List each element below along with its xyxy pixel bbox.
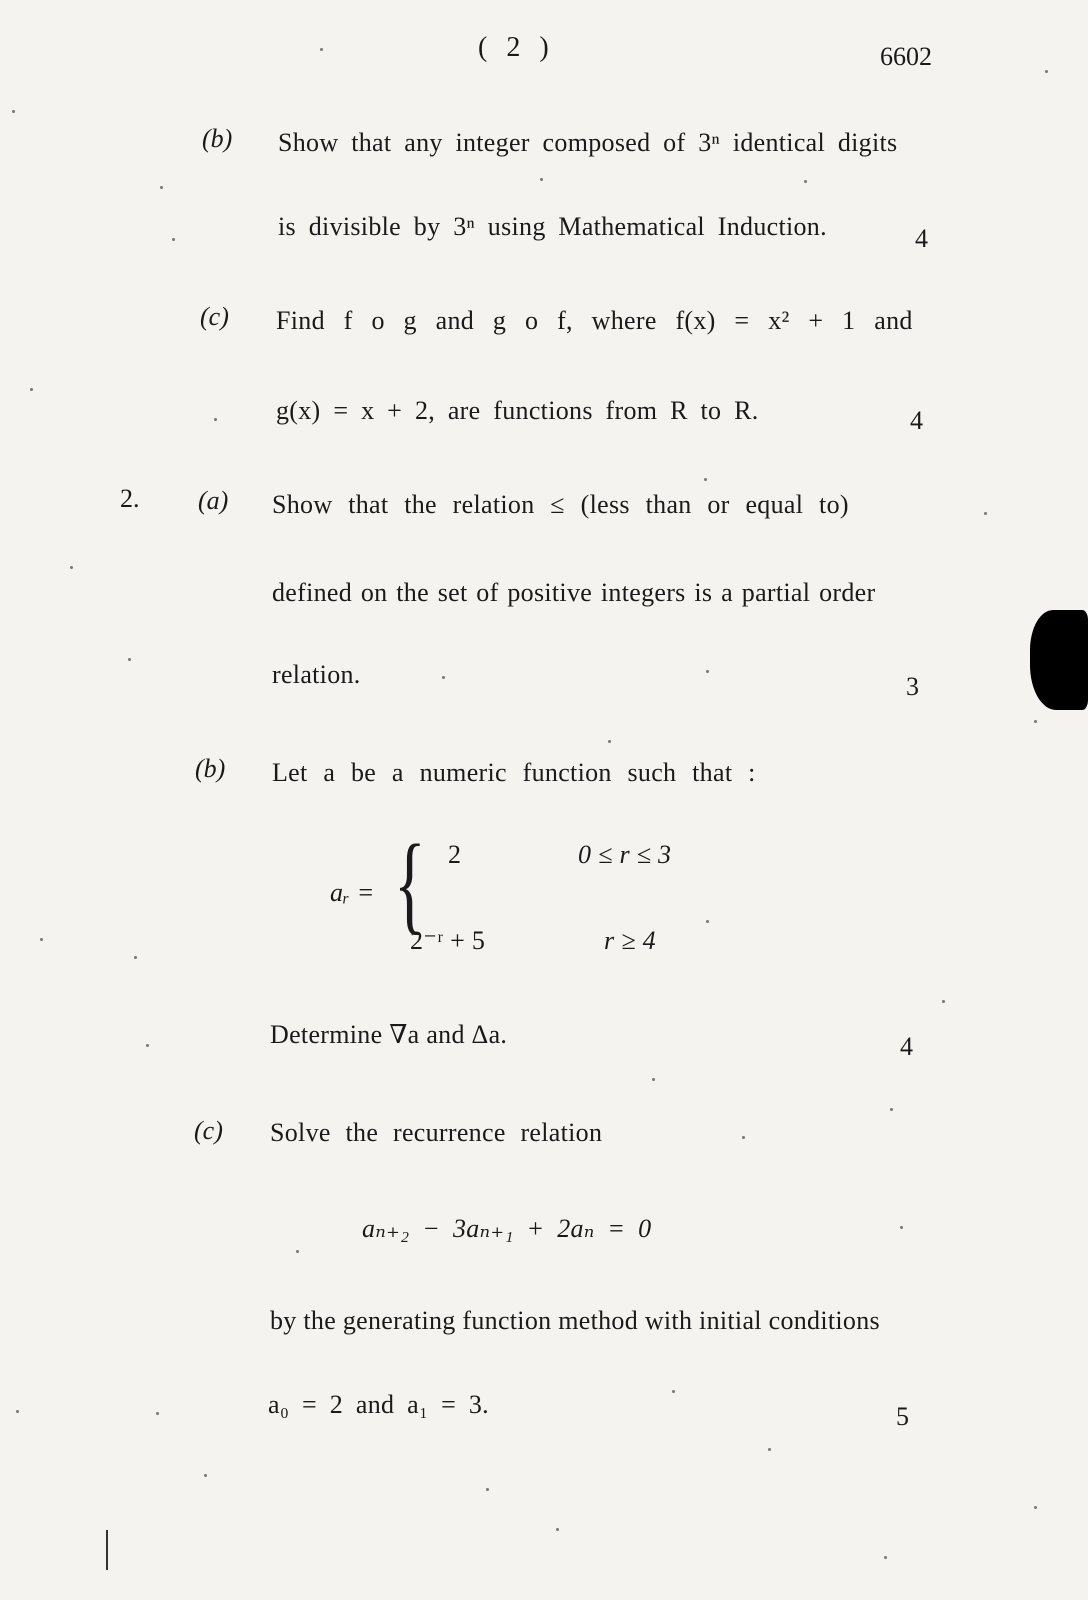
q1c-line2: g(x) = x + 2, are functions from R to R. — [276, 396, 759, 425]
scan-speck — [890, 1108, 893, 1111]
scan-speck — [804, 180, 807, 183]
q1b-line1: Show that any integer composed of 3ⁿ identical digits — [278, 128, 898, 157]
scan-speck — [214, 418, 217, 421]
scan-speck — [156, 1412, 159, 1415]
q2c-line2: by the generating function method with initial conditions — [270, 1306, 880, 1335]
scan-speck — [1034, 720, 1037, 723]
scan-speck — [900, 1226, 903, 1229]
page-number: ( 2 ) — [478, 32, 555, 63]
scan-speck — [942, 1000, 945, 1003]
piecewise-lhs: aᵣ = — [330, 878, 375, 907]
q2b-line1: Let a be a numeric function such that : — [272, 758, 756, 787]
scan-speck — [134, 956, 137, 959]
scan-speck — [540, 178, 543, 181]
q2a-line2: defined on the set of positive integers is a partial order — [272, 578, 876, 607]
scan-speck — [70, 566, 73, 569]
q2c-line3: a₀ = 2 and a₁ = 3. — [268, 1390, 489, 1419]
q2c-line1: Solve the recurrence relation — [270, 1118, 603, 1147]
scan-speck — [672, 1390, 675, 1393]
q1c-marks: 4 — [910, 406, 923, 435]
scan-speck — [608, 740, 611, 743]
q2b-line2: Determine ∇a and Δa. — [270, 1020, 508, 1049]
scan-speck — [704, 478, 707, 481]
scan-speck — [12, 110, 15, 113]
q2a-label: (a) — [198, 486, 229, 515]
q2b-marks: 4 — [900, 1032, 913, 1061]
scan-speck — [296, 1250, 299, 1253]
scan-ink-blot — [1030, 610, 1088, 710]
scan-pen-mark — [106, 1530, 108, 1570]
piecewise-case2-condition: r ≥ 4 — [604, 926, 656, 955]
q1c-line1: Find f o g and g o f, where f(x) = x² + 1 and — [276, 306, 913, 335]
q2a-line1: Show that the relation ≤ (less than or equal to) — [272, 490, 849, 519]
scan-speck — [884, 1556, 887, 1559]
scan-speck — [1045, 70, 1048, 73]
q1b-marks: 4 — [915, 224, 928, 253]
scan-speck — [172, 238, 175, 241]
scan-speck — [556, 1528, 559, 1531]
scan-speck — [768, 1448, 771, 1451]
q1b-label: (b) — [202, 124, 233, 153]
scan-speck — [706, 670, 709, 673]
q2c-marks: 5 — [896, 1402, 909, 1431]
piecewise-brace: { — [394, 822, 426, 944]
q2c-label: (c) — [194, 1116, 223, 1145]
paper-code: 6602 — [880, 42, 932, 71]
scan-speck — [442, 676, 445, 679]
q1c-label: (c) — [200, 302, 229, 331]
scan-speck — [128, 658, 131, 661]
q2b-label: (b) — [195, 754, 226, 783]
scan-speck — [160, 186, 163, 189]
scan-speck — [204, 1474, 207, 1477]
scan-speck — [984, 512, 987, 515]
scan-speck — [1034, 1506, 1037, 1509]
scan-speck — [742, 1136, 745, 1139]
scan-speck — [652, 1078, 655, 1081]
question-2-number: 2. — [120, 484, 140, 513]
scan-speck — [706, 920, 709, 923]
piecewise-case1-condition: 0 ≤ r ≤ 3 — [578, 840, 672, 869]
scan-speck — [30, 388, 33, 391]
q2a-marks: 3 — [906, 672, 919, 701]
scan-speck — [486, 1488, 489, 1491]
scan-speck — [40, 938, 43, 941]
q2a-line3: relation. — [272, 660, 361, 689]
piecewise-case2-value: 2⁻ʳ + 5 — [410, 926, 486, 955]
scan-speck — [320, 48, 323, 51]
recurrence-equation: aₙ₊₂ − 3aₙ₊₁ + 2aₙ = 0 — [362, 1214, 652, 1243]
piecewise-case1-value: 2 — [448, 840, 462, 869]
scan-speck — [16, 1410, 19, 1413]
scan-speck — [146, 1044, 149, 1047]
q1b-line2: is divisible by 3ⁿ using Mathematical Induction. — [278, 212, 827, 241]
